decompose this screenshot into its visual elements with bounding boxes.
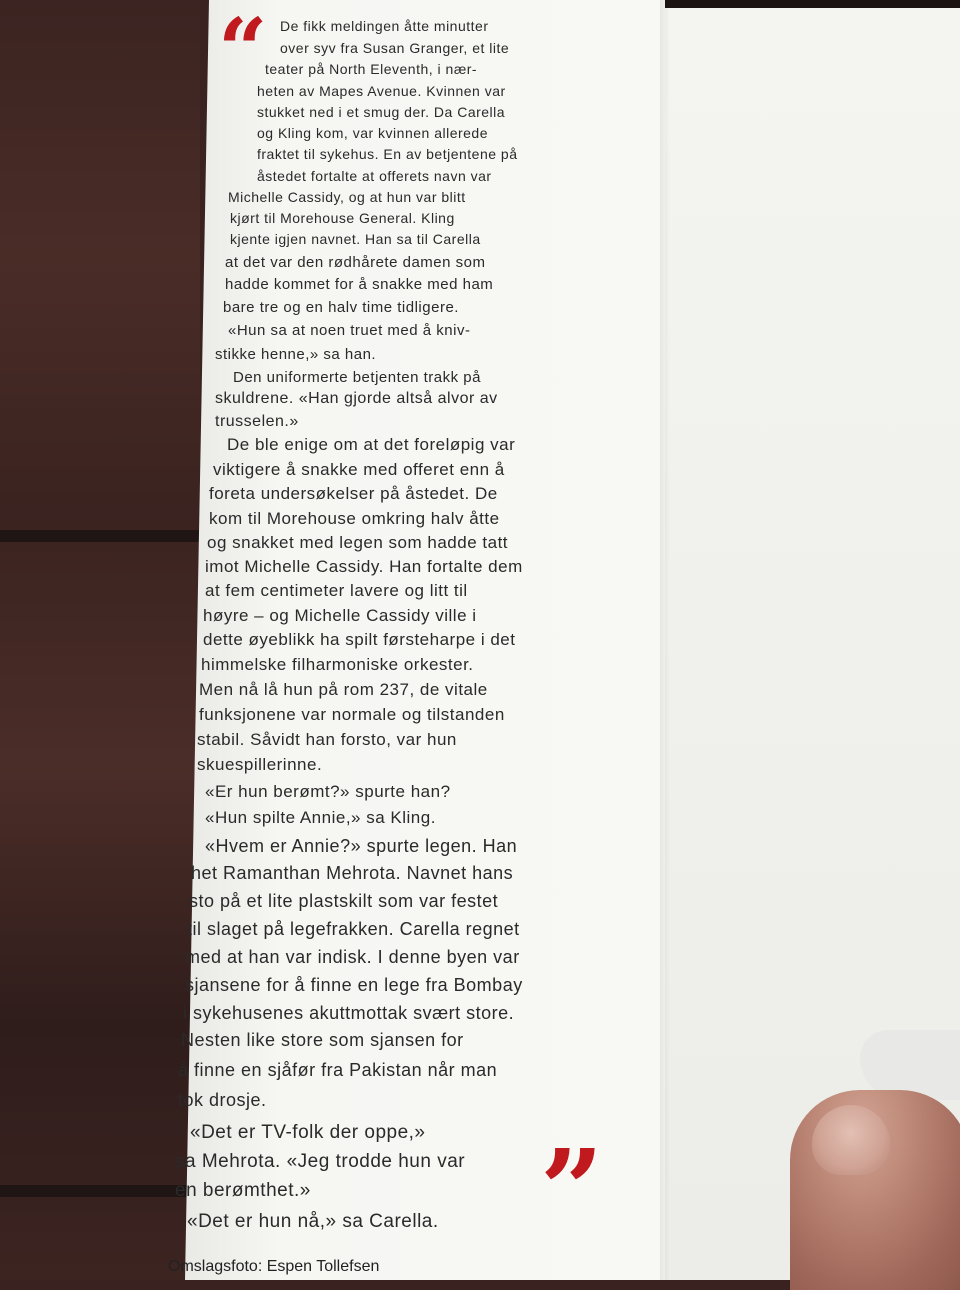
text-line: at fem centimeter lavere og litt til — [205, 581, 468, 600]
wooden-table — [0, 0, 200, 1280]
text-line: «Hun spilte Annie,» sa Kling. — [205, 808, 436, 827]
table-seam — [0, 1185, 200, 1197]
text-line: trusselen.» — [215, 413, 299, 430]
text-line: heten av Mapes Avenue. Kvinnen var — [257, 83, 506, 99]
text-line: kom til Morehouse omkring halv åtte — [209, 509, 500, 528]
text-line: «Hun sa at noen truet med å kniv- — [228, 322, 471, 339]
text-line: De ble enige om at det foreløpig var — [227, 435, 516, 454]
text-line: himmelske filharmoniske orkester. — [201, 655, 474, 674]
text-line: sa Mehrota. «Jeg trodde hun var — [175, 1151, 466, 1172]
text-line: kjørt til Morehouse General. Kling — [230, 210, 455, 226]
text-line: «Hvem er Annie?» spurte legen. Han — [205, 836, 518, 856]
text-line: høyre – og Michelle Cassidy ville i — [203, 606, 477, 625]
text-line: dette øyeblikk ha spilt førsteharpe i det — [203, 630, 516, 649]
text-line: De fikk meldingen åtte minutter — [280, 18, 489, 34]
text-line: og Kling kom, var kvinnen allerede — [257, 125, 489, 141]
text-line: tok drosje. — [178, 1090, 267, 1110]
text-line: Men nå lå hun på rom 237, de vitale — [199, 680, 488, 699]
text-line: Den uniformerte betjenten trakk på — [233, 369, 481, 386]
thumbnail-nail — [812, 1105, 890, 1175]
text-line: stabil. Såvidt han forsto, var hun — [197, 730, 457, 749]
text-line: over syv fra Susan Granger, et lite — [280, 40, 510, 56]
text-line: sjansene for å finne en lege fra Bombay — [185, 975, 523, 995]
text-line: bare tre og en halv time tidligere. — [223, 299, 459, 316]
text-line: kjente igjen navnet. Han sa til Carella — [230, 231, 481, 247]
text-line: foreta undersøkelser på åstedet. De — [209, 484, 498, 503]
text-line: med at han var indisk. I denne byen var — [185, 947, 520, 967]
text-line: hadde kommet for å snakke med ham — [225, 276, 494, 293]
text-line: fraktet til sykehus. En av betjentene på — [257, 146, 518, 162]
text-line: åstedet fortalte at offerets navn var — [257, 168, 492, 184]
text-line: skuldrene. «Han gjorde altså alvor av — [215, 390, 498, 407]
text-line: Michelle Cassidy, og at hun var blitt — [228, 189, 466, 205]
opening-quote-mark: “ — [218, 0, 268, 101]
cover-photo-credit: Omslagsfoto: Espen Tollefsen — [168, 1258, 380, 1275]
closing-quote-mark: ” — [540, 1125, 604, 1254]
text-line: «Er hun berømt?» spurte han? — [205, 782, 451, 801]
text-line: «Det er hun nå,» sa Carella. — [187, 1211, 439, 1232]
text-line: teater på North Eleventh, i nær- — [265, 61, 478, 77]
text-line: skuespillerinne. — [197, 755, 323, 774]
text-line: «Det er TV-folk der oppe,» — [190, 1122, 426, 1143]
page-shadow — [660, 0, 670, 1280]
text-line: Nesten like store som sjansen for — [181, 1030, 464, 1050]
table-seam — [0, 530, 200, 542]
text-line: funksjonene var normale og tilstanden — [199, 705, 505, 724]
text-line: stikke henne,» sa han. — [215, 346, 377, 363]
text-line: het Ramanthan Mehrota. Navnet hans — [191, 863, 514, 883]
text-line: til slaget på legefrakken. Carella regnet — [187, 919, 520, 939]
text-line: imot Michelle Cassidy. Han fortalte dem — [205, 557, 523, 576]
text-line: og snakket med legen som hadde tatt — [207, 533, 509, 552]
text-line: at det var den rødhårete damen som — [225, 254, 486, 271]
text-line: i sykehusenes akuttmottak svært store. — [183, 1003, 515, 1023]
text-line: viktigere å snakke med offeret enn å — [213, 460, 505, 479]
background-edge — [640, 0, 960, 8]
text-line: å finne en sjåfør fra Pakistan når man — [178, 1060, 498, 1080]
text-line: sto på et lite plastskilt som var festet — [189, 891, 499, 911]
text-line: stukket ned i et smug der. Da Carella — [257, 104, 506, 120]
text-line: en berømthet.» — [175, 1180, 311, 1201]
